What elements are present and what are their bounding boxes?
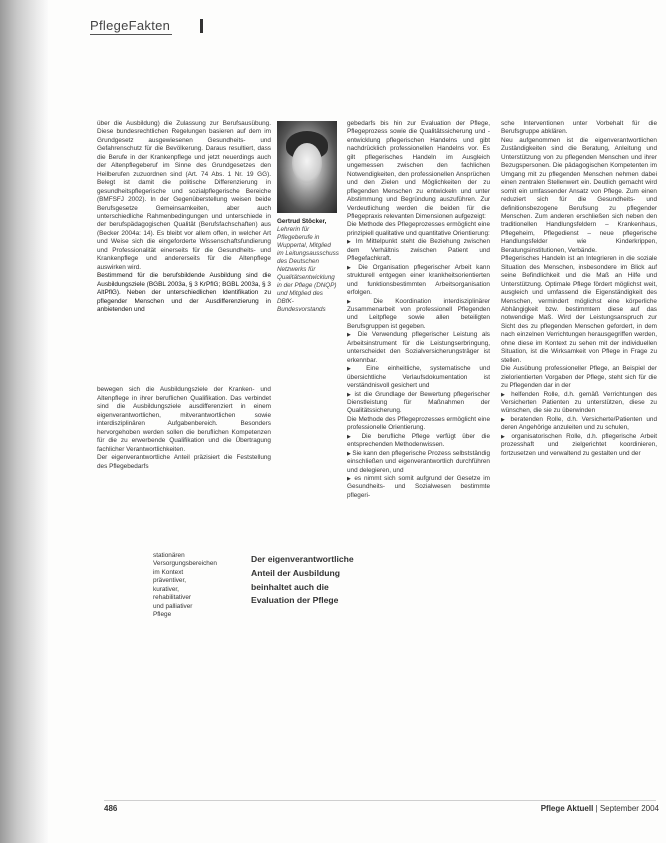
paragraph: über die Ausbildung) die Zulassung zur Berufsausübung. Diese bundesrechtlichen Regelungen basieren auf dem im Grundgesetz ausgewiesenen Gesundheits- und Gefahrenschutz für die Bevölkerung. Daraus resultiert, dass die Berufe in der Krankenpflege und jetzt neuerdings auch der Altenpflegeberuf im Sinne des Grundgesetzes den Heilberufen zuzuordnen sind (Art. 74 Abs. 1 Nr. 19 GG). Belegt ist damit die politische Differenzierung in gesundheitspflegerische und sozialpflegerische Bereiche (BMFSFJ 2002). In der Gegenüberstellung weisen beide Berufsgesetze Gemeinsamkeiten, aber auch unterschiedliche Rahmenbedingungen und unterschiede in der berufspädagogischen Qualität (Berufsfachschaften) aus (Becker 2004a: 14). Es bleibt vor allem offen, in welcher Art und Weise sich die eingeforderte Wissenschaftsfundierung und Professionalität einerseits für die Gesundheits- und Krankenpflege und andererseits für die Altenpflege auswirken wird. (97, 120, 271, 271)
journal-date: | September 2004 (593, 804, 659, 813)
paragraph: Pflegerisches Handeln ist an Integrieren in die soziale Situation des Menschen, insbesondere im Blick auf seine Befindlichkeit und die Maß an Hilfe und Unterstützung. Optimale Pflege fördert möglichst weit, ausgleich und umfassend die Eigenständigkeit des Menschen, vermindert möglichst eine körperliche Abhängigkeit bzw. bestimmtem diese auf das notwendige Maß. Wird der Leistungsanspruch zur Sicht des zu pflegenden Menschen gefordert, in dem nach einzelnen Verrichtungen herausgegriffen werden, ohne diese im Kontext zu sehen mit der individuellen Situation, ist die Wirksamkeit von Pflege in Frage zu stellen. (501, 255, 657, 364)
page-header (48, 14, 666, 40)
paragraph: sche Interventionen unter Vorbehalt für die Berufsgruppe abklären. (501, 120, 657, 136)
footer-rule (104, 800, 656, 801)
author-description: Lehrerin für Pflegeberufe in Wuppertal, Mitglied im Leitungsausschuss des Deutschen Netzwerks für Qualitätsentwicklung in der Pflege (DNQP) und Mitglied des DBfK-Bundesvorstands (277, 226, 339, 313)
bullet-item: ▶ ist die Grundlage der Bewertung pflegerischer Dienstleistung für Maßnahmen der Qualitätssicherung. (347, 391, 490, 416)
author-bio (277, 218, 339, 314)
bullet-item: ▶ helfenden Rolle, d.h. gemäß Verrichtungen des Versicherten Patienten zu unterstützen, diese zu wünschen, die sie zu überwinden (501, 391, 657, 416)
page-number: 486 (104, 804, 118, 813)
journal-name: Pflege Aktuell (540, 804, 594, 813)
column-4 (501, 120, 657, 458)
paragraph-lead (97, 272, 271, 314)
column-3 (347, 120, 490, 500)
column-1 (97, 120, 271, 800)
bullet-item: ▶ Im Mittelpunkt steht die Beziehung zwischen dem Verhältnis zwischen Patient und Pflegefachkraft. (347, 238, 490, 263)
paragraph: Die Ausübung professioneller Pflege, an Beispiel der zielorientierten Vorgaben der Pflege, steht sich für die zu Pflegenden dar in der (501, 365, 657, 390)
bullet-item: ▶ organisatorischen Rolle, d.h. pflegerische Arbeit prozesshaft und zielgerichtet koordinieren, fortzusetzen und verwaltend zu gestalten und der (501, 433, 657, 458)
author-name: Gertrud Stöcker, (277, 218, 327, 225)
bullet-item: ▶ Die Verwendung pflegerischer Leistung als Arbeitsinstrument für die Leistungserbringung, unterscheidet den Sozialversicherungsträger ist erkennbar. (347, 331, 490, 365)
journal-issue (541, 804, 659, 813)
paragraph-text: Bestimmend für die berufsbildende Ausbildung sind die Ausbildungsziele (BGBL 2003a, § 3 KrPflG; BGBL 2003a, § 3 AltPflG). Neben der unterschiedlichen Identifikation zu pflegender Menschen und der Ausdifferenzierung in anbietenden und (97, 272, 271, 313)
author-photo (277, 121, 337, 213)
magazine-page (48, 0, 666, 843)
paragraph: bewegen sich die Ausbildungsziele der Kranken- und Altenpflege in ihrer beruflichen Qualifikation. Das verbindet sind die Ausbildungsziele ausdifferenziert in einem eigenverantwortlichen, mitverantwortlichen sowie interdisziplinären Aufgabenbereich. Besonders hervorgehoben werden sollen die beruflichen Kompetenzen für die zu erwerbende Qualifikation und die Übertragung fachlicher Verantwortlichkeiten. (97, 386, 271, 453)
header-bar-mark (200, 19, 203, 33)
bullet-item: ▶ Sie kann den pflegerische Prozess selbstständig einschließen und eigenverantwortlich durchführen und delegieren, und (347, 450, 490, 475)
column-2-narrow-text: stationären Versorgungsbereichen im Kontext präventiver, kurativer, rehabilitativer und palliativer Pflege (153, 552, 217, 619)
paragraph: Neu aufgenommen ist die eigenverantwortlichen Zuständigkeiten sind die Beratung, Anleitung und Unterstützung von zu pflegenden Menschen und ihrer Bezugspersonen. Die pädagogischen Kompetenten im Umgang mit zu pflegenden Menschen nehmen dabei einen zentralen Stellenwert ein. Deutlich gemacht wird somit ein umfassender Ansatz von Pflege. Zum einen reduziert sich für die Gesundheits- und definitionsbezogene Berufsung zu pflegender Menschen. Zum anderen erschließen sich neben den traditionellen Handlungsfeldern – Krankenhaus, Pflegeheim, Pflegedienst – neue pflegerische Handlungsfelder wie Kinderkrippen, Beratungsinstitutionen, Verbände. (501, 136, 657, 254)
bullet-item: ▶ Eine einheitliche, systematische und übersichtliche Verlaufsdokumentation ist verständnisvoll gesichert und (347, 365, 490, 390)
bullet-item: ▶ es nimmt sich somit aufgrund der Gesetze im Gesundheits- und Sozialwesen bestimmte pflegeri- (347, 475, 490, 500)
pull-quote: Der eigenverantwortliche Anteil der Ausbildung beinhaltet auch die Evaluation der Pflege (251, 554, 354, 606)
bullet-item: ▶ Die Organisation pflegerischer Arbeit kann strukturell entgegen einer krankheitsorientierten und funktionsbestimmten Arbeitsorganisation erfolgen. (347, 264, 490, 298)
paragraph: Der eigenverantwortliche Anteil präzisiert die Feststellung des Pflegebedarfs (97, 454, 271, 470)
bullet-item: ▶ Die Koordination interdisziplinärer Zusammenarbeit von professionell Pflegenden und Leitpflege sowie allen beteiligten Berufsgruppen ist gegeben. (347, 298, 490, 332)
section-title: PflegeFakten (90, 18, 171, 33)
paragraph: gebedarfs bis hin zur Evaluation der Pflege, Pflegeprozess sowie die Qualitätssicherung und -entwicklung pflegerischen Handelns und gibt nachdrücklich professionellen Handelns vor. Es gilt pflegerisches Handeln im Ausgleich ungemessen zwischen den fachlichen Notwendigkeiten, den professionellen Ansprüchen und den Zielen und Möglichkeiten der zu pflegenden Menschen zu entwickeln und unter Abstimmung und Begründung auszuführen. Zur Verdeutlichung werden die beiden für die Pflegepraxis relevanten Dimensionen aufgezeigt: (347, 120, 490, 220)
paragraph: Die Methode des Pflegeprozesses ermöglicht eine professionelle Orientierung. (347, 415, 490, 432)
photo-face (292, 143, 322, 183)
spacer (97, 314, 271, 386)
bullet-item: ▶ Die berufliche Pflege verfügt über die entsprechenden Methodenwissen. (347, 433, 490, 450)
paragraph: Die Methode des Pflegeprozesses ermöglicht eine prinzipiell qualitative und quantitative Orientierung: (347, 221, 490, 237)
bullet-item: ▶ beratenden Rolle, d.h. Versicherte/Patienten und deren Angehörige anzuleiten und zu schulen, (501, 416, 657, 433)
scan-gutter-shadow (0, 0, 48, 843)
